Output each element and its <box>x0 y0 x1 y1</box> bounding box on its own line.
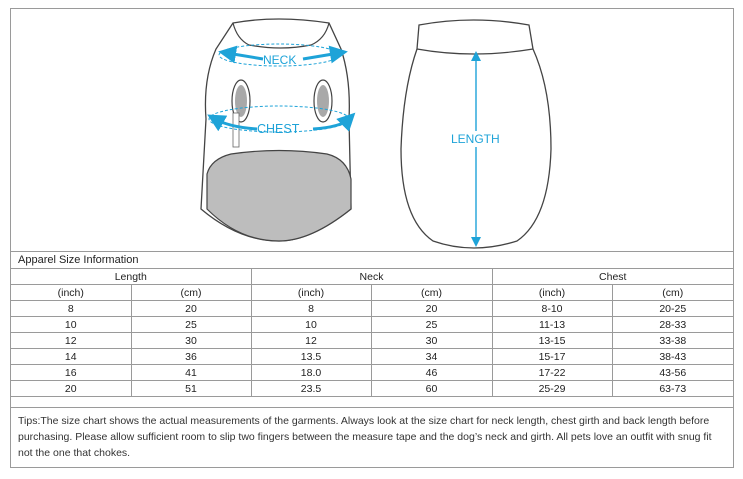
table-row <box>11 365 733 381</box>
table-cell: 8 <box>11 301 131 317</box>
section-title: Apparel Size Information <box>11 251 733 268</box>
table-cell: 38-43 <box>612 349 733 365</box>
table-cell: 13-15 <box>492 333 612 349</box>
table-cell: 30 <box>371 333 492 349</box>
unit-header: (cm) <box>612 285 733 301</box>
table-cell: 11-13 <box>492 317 612 333</box>
tips-text: Tips:The size chart shows the actual measurements of the garments. Always look at the size chart for neck length, chest girth and back length before purchasing. Please allow sufficient room to slip two fingers between the measure tape and the dog’s neck and girth. All pets love an outfit with snug fit not the one that chokes. <box>11 407 733 461</box>
table-cell: 25 <box>131 317 251 333</box>
table-cell: 16 <box>11 365 131 381</box>
neck-label: NECK <box>263 53 297 67</box>
table-cell: 8-10 <box>492 301 612 317</box>
group-chest: Chest <box>492 269 733 285</box>
table-cell: 46 <box>371 365 492 381</box>
size-table <box>11 268 733 397</box>
table-row <box>11 301 733 317</box>
table-row <box>11 349 733 365</box>
table-cell: 41 <box>131 365 251 381</box>
unit-header: (inch) <box>251 285 371 301</box>
table-cell: 36 <box>131 349 251 365</box>
table-cell: 60 <box>371 381 492 397</box>
table-cell: 17-22 <box>492 365 612 381</box>
garment-illustration <box>11 9 735 251</box>
group-length: Length <box>11 269 251 285</box>
table-cell: 10 <box>11 317 131 333</box>
table-cell: 63-73 <box>612 381 733 397</box>
table-cell: 43-56 <box>612 365 733 381</box>
unit-header: (cm) <box>131 285 251 301</box>
table-cell: 20-25 <box>612 301 733 317</box>
table-cell: 13.5 <box>251 349 371 365</box>
table-row <box>11 317 733 333</box>
table-cell: 14 <box>11 349 131 365</box>
table-cell: 23.5 <box>251 381 371 397</box>
length-label: LENGTH <box>451 132 500 146</box>
group-header-row <box>11 269 733 285</box>
unit-header: (cm) <box>371 285 492 301</box>
table-cell: 25-29 <box>492 381 612 397</box>
table-cell: 15-17 <box>492 349 612 365</box>
table-cell: 25 <box>371 317 492 333</box>
table-cell: 20 <box>11 381 131 397</box>
table-row <box>11 333 733 349</box>
group-neck: Neck <box>251 269 492 285</box>
unit-header-row <box>11 285 733 301</box>
table-cell: 10 <box>251 317 371 333</box>
table-cell: 30 <box>131 333 251 349</box>
table-cell: 12 <box>11 333 131 349</box>
table-cell: 20 <box>371 301 492 317</box>
table-cell: 20 <box>131 301 251 317</box>
table-cell: 8 <box>251 301 371 317</box>
table-cell: 28-33 <box>612 317 733 333</box>
size-chart-frame <box>10 8 734 468</box>
unit-header: (inch) <box>11 285 131 301</box>
table-cell: 12 <box>251 333 371 349</box>
table-cell: 18.0 <box>251 365 371 381</box>
table-cell: 33-38 <box>612 333 733 349</box>
unit-header: (inch) <box>492 285 612 301</box>
table-cell: 51 <box>131 381 251 397</box>
chest-label: CHEST <box>257 122 300 136</box>
table-row <box>11 381 733 397</box>
table-cell: 34 <box>371 349 492 365</box>
